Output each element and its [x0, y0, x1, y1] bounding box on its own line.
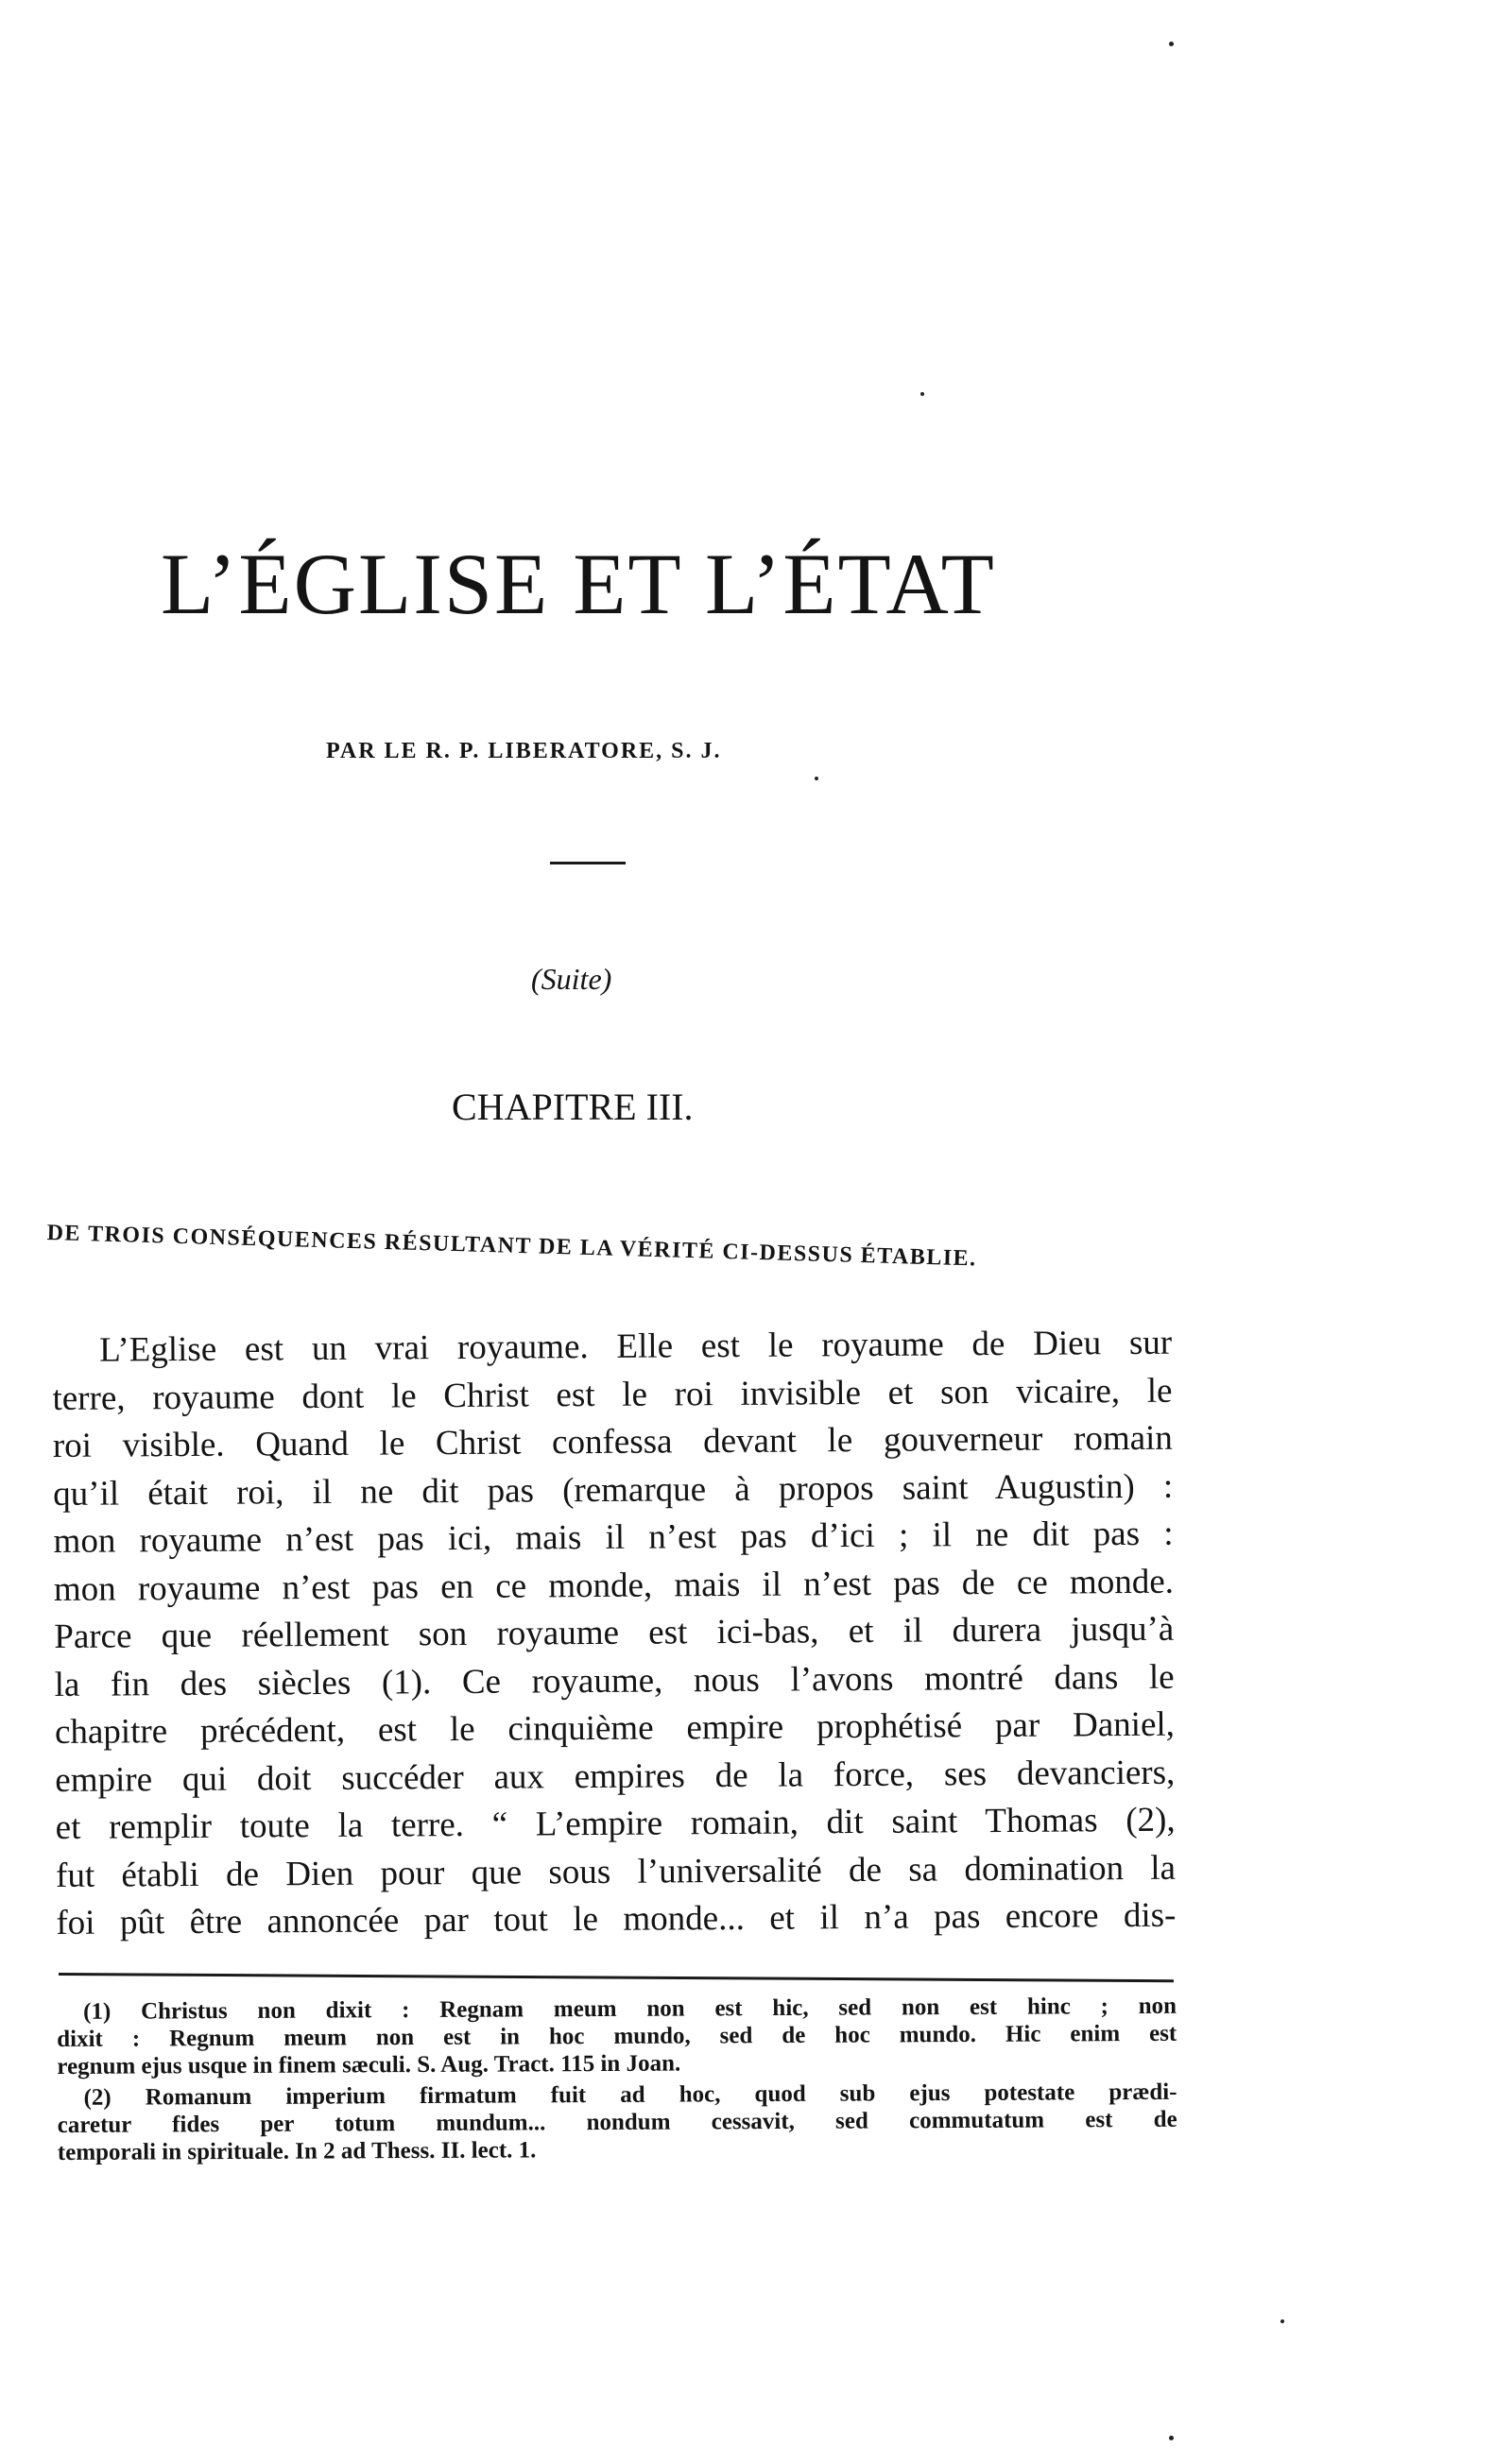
footnote-1	[57, 1993, 1177, 2080]
body-line: roi visible. Quand le Christ confessa devant le gouverneur romain	[52, 1418, 1173, 1465]
body-line: et remplir toute la terre. “ L’empire romain, dit saint Thomas (2),	[55, 1800, 1176, 1847]
body-line: qu’il était roi, il ne dit pas (remarque à propos saint Augustin) :	[53, 1466, 1174, 1514]
ink-speck	[920, 392, 924, 396]
footnote-2	[57, 2079, 1177, 2166]
footnotes	[57, 1993, 1177, 2170]
body-line: la fin des siècles (1). Ce royaume, nous l’avons montré dans le	[54, 1657, 1175, 1704]
body-line: mon royaume n’est pas ici, mais il n’est pas d’ici ; il ne dit pas :	[53, 1514, 1174, 1561]
body-line: empire qui doit succéder aux empires de la force, ses devanciers,	[55, 1753, 1176, 1800]
continuation-label: (Suite)	[531, 962, 612, 996]
chapter-subtitle: DE TROIS CONSÉQUENCES RÉSULTANT DE LA VÉRITÉ CI-DESSUS ÉTABLIE.	[46, 1221, 977, 1272]
article-title: L’ÉGLISE ET L’ÉTAT	[161, 536, 996, 632]
footnote-line: (2) Romanum imperium firmatum fuit ad hoc, quod sub ejus potestate prædi-	[83, 2079, 1177, 2111]
chapter-heading: CHAPITRE III.	[452, 1086, 694, 1128]
ink-speck	[815, 777, 818, 780]
author-line: PAR LE R. P. LIBERATORE, S. J.	[326, 739, 722, 763]
body-line: terre, royaume dont le Christ est le roi invisible et son vicaire, le	[52, 1371, 1173, 1418]
body-paragraph	[52, 1320, 1177, 1948]
body-line: foi pût être annoncée par tout le monde... et il n’a pas encore dis-	[56, 1895, 1177, 1942]
ink-speck	[1169, 42, 1174, 46]
body-line: L’Eglise est un vrai royaume. Elle est le royaume de Dieu sur	[99, 1323, 1173, 1370]
footnote-line: caretur fides per totum mundum... nondum cessavit, sed commutatum est de	[57, 2106, 1177, 2138]
body-line: fut établi de Dien pour que sous l’universalité de sa domination la	[55, 1848, 1177, 1895]
body-line: chapitre précédent, est le cinquième empire prophétisé par Daniel,	[54, 1704, 1176, 1752]
footnote-line: temporali in spirituale. In 2 ad Thess. II. lect. 1.	[57, 2137, 537, 2165]
footnote-line: dixit : Regnum meum non est in hoc mundo, sed de hoc mundo. Hic enim est	[57, 2020, 1177, 2052]
footnote-line: regnum ejus usque in finem sæculi. S. Aug. Tract. 115 in Joan.	[57, 2050, 681, 2079]
footnote-line: (1) Christus non dixit : Regnam meum non est hic, sed non est hinc ; non	[83, 1993, 1177, 2025]
body-line: mon royaume n’est pas en ce monde, mais il n’est pas de ce monde.	[53, 1562, 1175, 1609]
ink-speck	[1280, 2319, 1284, 2323]
title-divider	[550, 862, 626, 864]
ink-speck	[1169, 2436, 1174, 2440]
footnote-divider	[59, 1973, 1174, 1982]
body-line: Parce que réellement son royaume est ici-bas, et il durera jusqu’à	[54, 1609, 1175, 1656]
